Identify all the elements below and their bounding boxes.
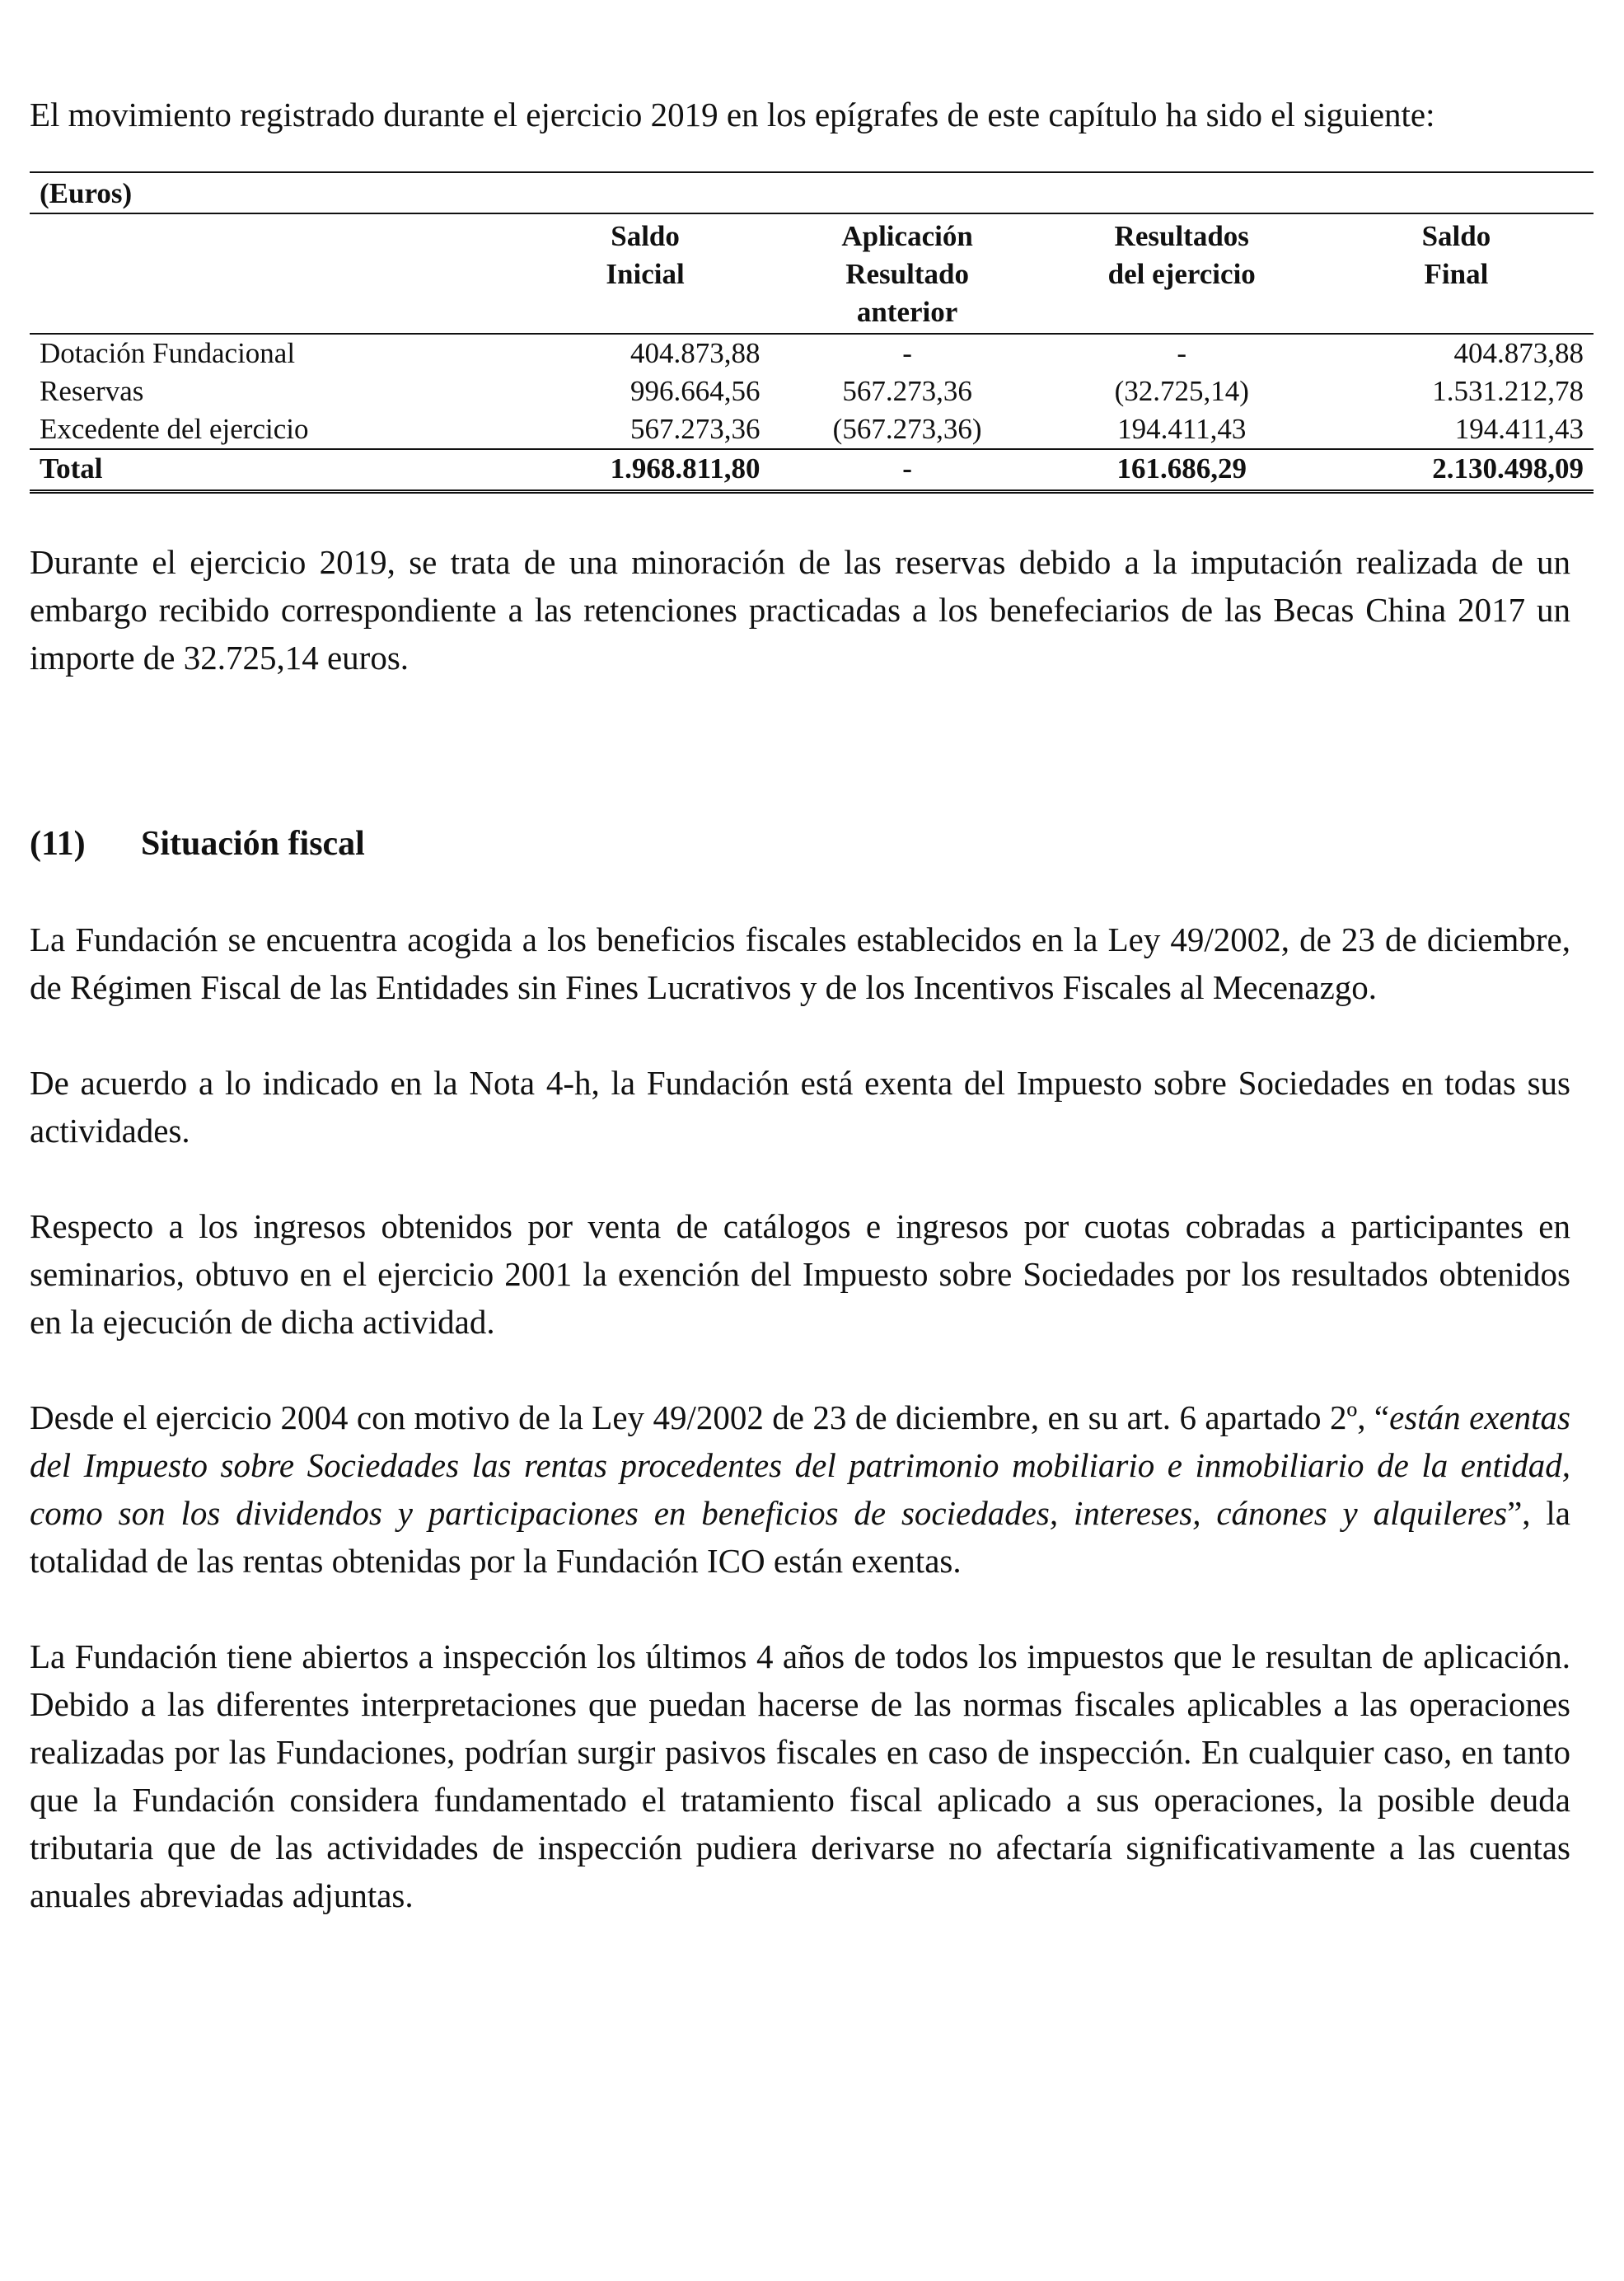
total-aplicacion: - — [770, 449, 1045, 492]
cell-saldo-final: 1.531.212,78 — [1432, 375, 1584, 407]
table-row — [30, 372, 1594, 410]
equity-movement-table — [30, 171, 1594, 494]
cell-resultados: - — [1177, 337, 1187, 369]
cell-aplicacion: - — [902, 337, 912, 369]
reserves-explanation-paragraph: Durante el ejercicio 2019, se trata de una minoración de las reservas debido a la imputación realizada de un embargo recibido correspondiente a las retenciones practicadas a los benefeciarios de las Becas China 2017 un importe de 32.725,14 euros. — [30, 543, 1570, 677]
cell-resultados: (32.725,14) — [1114, 375, 1249, 407]
cell-saldo-final: 194.411,43 — [1454, 413, 1584, 445]
section-number: (11) — [30, 825, 86, 863]
paragraph-text: ”, la totalidad de las rentas obtenidas por la Fundación ICO están exentas. — [30, 1494, 1571, 1580]
section-heading — [30, 820, 1570, 868]
row-label: Reservas — [40, 375, 144, 407]
total-saldo-final: 2.130.498,09 — [1319, 449, 1594, 492]
row-label: Excedente del ejercicio — [40, 413, 309, 445]
cell-resultados: 194.411,43 — [1117, 413, 1247, 445]
cell-saldo-inicial: 996.664,56 — [630, 375, 761, 407]
header-empty — [30, 213, 521, 334]
paragraph-text: Desde el ejercicio 2004 con motivo de la Ley 49/2002 de 23 de diciembre, en su art. 6 apartado 2º, “ — [30, 1398, 1390, 1436]
header-aplicacion-resultado: Aplicación Resultado anterior — [770, 213, 1045, 334]
cell-aplicacion: (567.273,36) — [832, 413, 982, 445]
table-total-row — [30, 449, 1594, 492]
body-paragraph: De acuerdo a lo indicado en la Nota 4-h, la Fundación está exenta del Impuesto sobre Sociedades en todas sus actividades. — [30, 1064, 1570, 1150]
row-label: Dotación Fundacional — [40, 337, 296, 369]
table-unit-row — [30, 173, 1594, 213]
header-saldo-inicial: Saldo Inicial — [521, 213, 770, 334]
table-unit-label: (Euros) — [40, 177, 133, 209]
body-paragraph-with-quote — [30, 1393, 1570, 1585]
table-row — [30, 410, 1594, 449]
body-paragraph: La Fundación tiene abiertos a inspección los últimos 4 años de todos los impuestos que le resultan de aplicación. Debido a las diferentes interpretaciones que puedan hacerse de las normas fiscales aplicables a las operaciones realizadas por las Fundaciones, podrían surgir pasivos fiscales en caso de inspección. En cualquier caso, en tanto que la Fundación considera fundamentado el tratamiento fiscal aplicado a sus operaciones, la posible deuda tributaria que de las actividades de inspección pudiera derivarse no afectaría significativamente a las cuentas anuales abreviadas adjuntas. — [30, 1637, 1570, 1914]
cell-saldo-inicial: 567.273,36 — [630, 413, 761, 445]
cell-saldo-final: 404.873,88 — [1453, 337, 1584, 369]
header-saldo-final: Saldo Final — [1319, 213, 1594, 334]
body-paragraph: La Fundación se encuentra acogida a los beneficios fiscales establecidos en la Ley 49/2002, de 23 de diciembre, de Régimen Fiscal de las Entidades sin Fines Lucrativos y de los Incentivos Fiscales al Mecenazgo. — [30, 920, 1570, 1006]
body-paragraph: Respecto a los ingresos obtenidos por venta de catálogos e ingresos por cuotas cobradas a participantes en seminarios, obtuvo en el ejercicio 2001 la exención del Impuesto sobre Sociedades por los resultados obtenidos en la ejecución de dicha actividad. — [30, 1207, 1570, 1341]
header-resultados-ejercicio: Resultados del ejercicio — [1045, 213, 1319, 334]
section-title: Situación fiscal — [141, 825, 365, 863]
cell-aplicacion: 567.273,36 — [842, 375, 972, 407]
document-page — [30, 91, 1584, 1919]
law-quote: están exentas del Impuesto sobre Sociedades las rentas procedentes del patrimonio mobiliario e inmobiliario de la entidad, como son los dividendos y participaciones en beneficios de sociedades, intereses, cánones y alquileres — [30, 1398, 1571, 1532]
total-saldo-inicial: 1.968.811,80 — [521, 449, 770, 492]
cell-saldo-inicial: 404.873,88 — [630, 337, 761, 369]
table-row — [30, 334, 1594, 372]
total-label: Total — [30, 449, 521, 492]
total-resultados: 161.686,29 — [1045, 449, 1319, 492]
intro-paragraph: El movimiento registrado durante el ejercicio 2019 en los epígrafes de este capítulo ha sido el siguiente: — [30, 96, 1435, 133]
table-header-row — [30, 213, 1594, 334]
